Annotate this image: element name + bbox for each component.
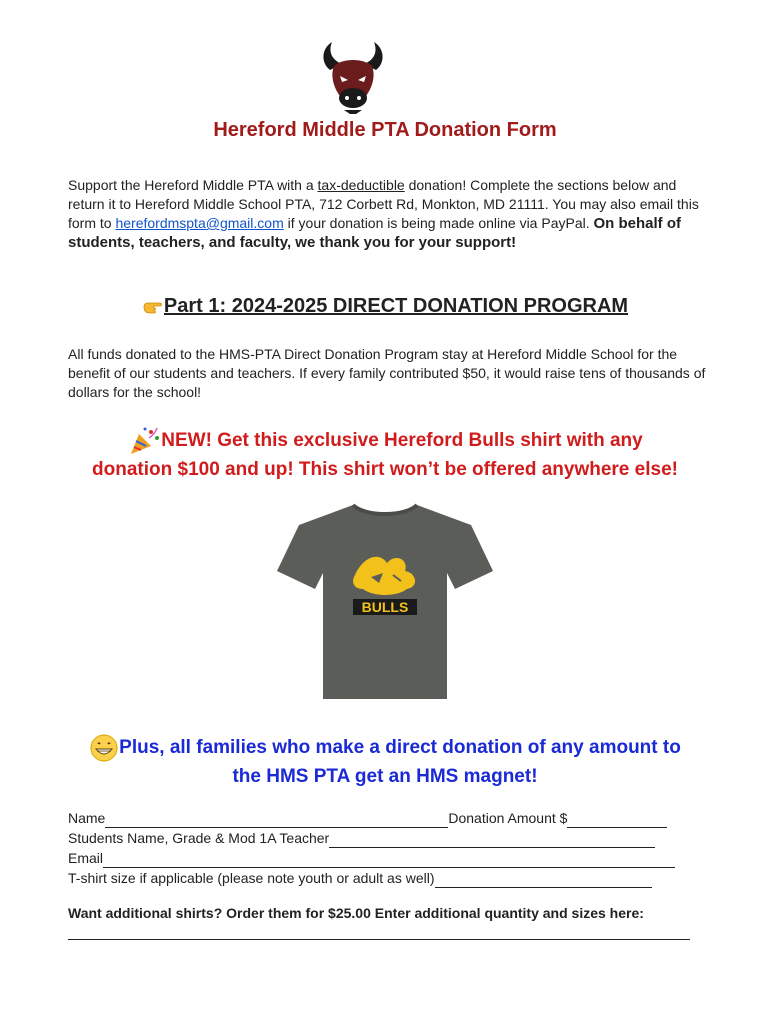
donation-form (68, 808, 688, 888)
bulls-tshirt-image (275, 493, 495, 713)
new-offer-line2: donation $100 and up! This shirt won’t be offered anywhere else! (92, 459, 678, 480)
bull-logo (316, 40, 390, 116)
magnet-offer (40, 733, 730, 791)
page-title: Hereford Middle PTA Donation Form (213, 119, 557, 141)
student-field[interactable] (329, 833, 655, 848)
additional-shirts-field[interactable] (68, 939, 690, 940)
magnet-line2: the HMS PTA get an HMS magnet! (232, 766, 538, 787)
direct-donation-text: All funds donated to the HMS-PTA Direct Donation Program stay at Hereford Middle School for the benefit of our students and teachers. If every family contributed $50, it would raise tens of thousands of dollars for the school! (68, 346, 706, 400)
tshirt-size-label: T-shirt size if applicable (please note youth or adult as well) (68, 870, 435, 886)
name-label: Name (68, 810, 106, 826)
email-link[interactable]: herefordmspta@gmail.com (115, 215, 284, 231)
magnet-line1: Plus, all families who make a direct donation of any amount to (119, 737, 681, 759)
shirt-bulls-text: BULLS (361, 599, 409, 615)
student-label: Students Name, Grade & Mod 1A Teacher (68, 830, 330, 846)
intro-paragraph: Support the Hereford Middle PTA with a tax-deductible donation! Complete the sections below and return it to Hereford Middle School PTA, 712 Corbett Rd, Monkton, MD 21111. You may also email this form to herefordmspta@gmail.com if your donation is being made online via PayPal. On behalf of students, teachers, and faculty, we thank you for your support! (68, 177, 699, 251)
part1-title: Part 1: 2024-2025 DIRECT DONATION PROGRAM (163, 295, 629, 317)
new-offer (40, 426, 730, 484)
donation-amount-label: Donation Amount $ (448, 810, 568, 826)
tshirt-size-field[interactable] (435, 873, 652, 888)
email-field[interactable] (103, 853, 675, 868)
name-field[interactable] (105, 813, 448, 828)
email-label: Email (68, 850, 104, 866)
part1-heading (0, 295, 770, 318)
thanks-text: On behalf of students, teachers, and faculty, we thank you for your support! (68, 215, 681, 251)
pointing-hand-icon (142, 297, 164, 317)
party-popper-icon (127, 426, 161, 456)
donation-amount-field[interactable] (567, 813, 667, 828)
additional-shirts-label: Want additional shirts? Order them for $25.00 Enter additional quantity and sizes here: (68, 905, 644, 921)
new-offer-line1: NEW! Get this exclusive Hereford Bulls shirt with any (161, 430, 643, 452)
tax-deductible-text: tax-deductible (317, 177, 405, 193)
grinning-face-icon (89, 733, 119, 763)
